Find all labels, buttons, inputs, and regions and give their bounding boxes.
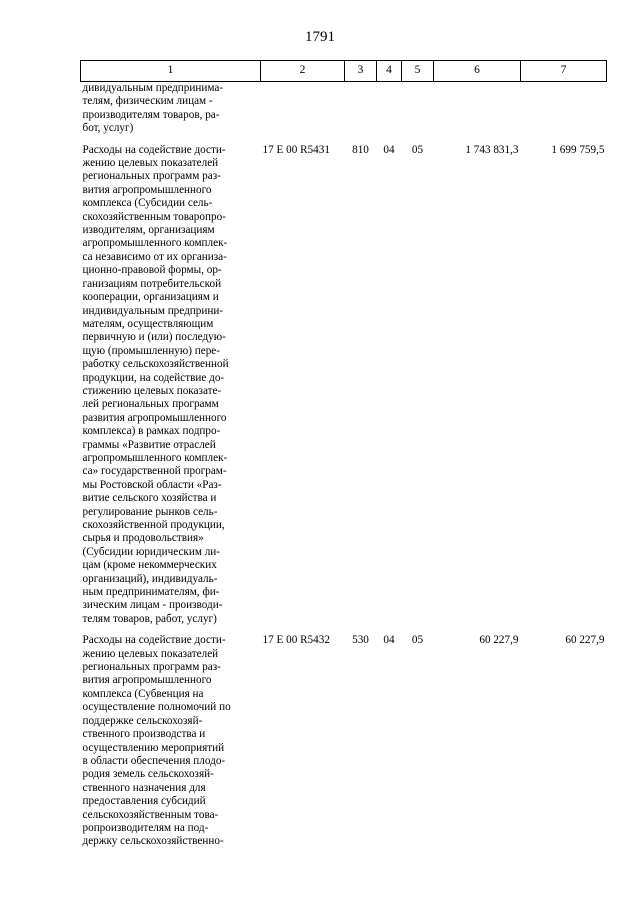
description-line: сырья и продовольствия» bbox=[82, 532, 204, 545]
amount-year-1-cell: 1 743 831,3 bbox=[465, 143, 519, 156]
row-description bbox=[81, 82, 261, 144]
description-line: дивидуальным предпринима- bbox=[82, 82, 224, 94]
description-line: бот, услуг) bbox=[82, 122, 134, 135]
table-row bbox=[81, 144, 607, 635]
section-cell: 04 bbox=[383, 143, 395, 156]
description-line: ственного назначения для bbox=[82, 781, 206, 794]
description-line: ным предпринимателям, фи- bbox=[82, 586, 220, 599]
description-line: комплекса (Субсидии сель- bbox=[82, 197, 213, 210]
description-line: ганизациям потребительской bbox=[82, 277, 222, 290]
description-line: ственного производства и bbox=[82, 728, 206, 741]
description-line: первичную и (или) последую- bbox=[82, 331, 226, 344]
description-line: телям товаров, работ, услуг) bbox=[82, 612, 217, 625]
description-line: осуществлению мероприятий bbox=[82, 741, 225, 754]
description-line: граммы «Развитие отраслей bbox=[82, 438, 216, 451]
description-line: работку сельскохозяйственной bbox=[82, 358, 229, 371]
description-line: изводителям, организациям bbox=[82, 224, 215, 237]
description-line: Расходы на содействие дости- bbox=[82, 143, 226, 156]
description-line: жению целевых показателей bbox=[82, 157, 219, 170]
description-line: родия земель сельскохозяй- bbox=[82, 768, 214, 781]
description-line: продукции, на содействие до- bbox=[82, 371, 225, 384]
budget-code-cell: 17 Е 00 R5432 bbox=[262, 634, 330, 647]
amount-year-1-cell: 60 227,9 bbox=[479, 634, 519, 647]
subsection-cell: 05 bbox=[411, 634, 424, 647]
column-header: 7 bbox=[521, 61, 607, 82]
description-line: сельскохозяйственным това- bbox=[82, 808, 219, 821]
description-line: предоставления субсидий bbox=[82, 795, 206, 808]
column-header: 6 bbox=[434, 61, 521, 82]
description-line: организаций), индивидуаль- bbox=[82, 572, 218, 585]
description-line: мателям, осуществляющим bbox=[82, 317, 214, 330]
description-line: зическим лицам - производи- bbox=[82, 599, 223, 612]
description-line: витие сельского хозяйства и bbox=[82, 492, 217, 505]
subsection-cell bbox=[402, 82, 434, 144]
budget-code-cell: 17 Е 00 R5431 bbox=[262, 143, 330, 156]
section-cell bbox=[377, 82, 402, 144]
amount-year-2-cell: 60 227,9 bbox=[565, 634, 605, 647]
table-row bbox=[81, 82, 607, 144]
table-row bbox=[81, 634, 607, 857]
description-line: стижению целевых показате- bbox=[82, 384, 222, 397]
description-line: индивидуальным предприни- bbox=[82, 304, 224, 317]
description-line: скохозяйственным товаропро- bbox=[82, 210, 226, 223]
description-line: держку сельскохозяйственно- bbox=[82, 835, 224, 848]
description-line: осуществление полномочий по bbox=[82, 701, 231, 714]
amount-year-1-cell bbox=[434, 82, 521, 144]
description-line: жению целевых показателей bbox=[82, 647, 219, 660]
description-line: лей региональных программ bbox=[82, 398, 219, 411]
description-line: ропроизводителям на под- bbox=[82, 821, 209, 834]
budget-table bbox=[80, 60, 607, 857]
description-line: са независимо от их организа- bbox=[82, 250, 227, 263]
description-line: кооперации, организациям и bbox=[82, 291, 219, 304]
description-line: развития агропромышленного bbox=[82, 411, 227, 424]
description-line: региональных программ раз- bbox=[82, 661, 221, 674]
description-line: (Субсидии юридическим ли- bbox=[82, 545, 221, 558]
amount-year-2-cell: 1 699 759,5 bbox=[551, 143, 605, 156]
description-line: производителям товаров, ра- bbox=[82, 108, 220, 121]
expense-type-cell: 530 bbox=[352, 634, 369, 647]
description-line: вития агропромышленного bbox=[82, 674, 212, 687]
expense-type-cell: 810 bbox=[352, 143, 369, 156]
subsection-cell: 05 bbox=[411, 143, 424, 156]
description-line: агропромышленного комплек- bbox=[82, 451, 228, 464]
description-line: поддержке сельскохозяй- bbox=[82, 714, 203, 727]
description-line: регулирование рынков сель- bbox=[82, 505, 218, 518]
table-header-row bbox=[81, 61, 607, 82]
page-number: 1791 bbox=[305, 29, 335, 45]
description-line: телям, физическим лицам - bbox=[82, 95, 213, 108]
section-cell: 04 bbox=[383, 634, 395, 647]
amount-year-2-cell bbox=[521, 82, 607, 144]
table-body bbox=[81, 82, 607, 857]
column-header: 4 bbox=[377, 61, 402, 82]
column-header: 2 bbox=[261, 61, 345, 82]
description-line: щую (промышленную) пере- bbox=[82, 344, 220, 357]
description-line: региональных программ раз- bbox=[82, 170, 221, 183]
description-line: вития агропромышленного bbox=[82, 183, 212, 196]
description-line: агропромышленного комплек- bbox=[82, 237, 228, 250]
description-line: цам (кроме некоммерческих bbox=[82, 559, 217, 572]
column-header: 1 bbox=[81, 61, 261, 82]
description-line: скохозяйственной продукции, bbox=[82, 519, 225, 531]
budget-code-cell bbox=[261, 82, 345, 144]
description-line: ционно-правовой формы, ор- bbox=[82, 264, 222, 277]
description-line: в области обеспечения плодо- bbox=[82, 754, 226, 767]
expense-type-cell bbox=[345, 82, 377, 144]
description-line: комплекса (Субвенция на bbox=[82, 687, 204, 700]
row-description bbox=[81, 144, 261, 635]
description-line: мы Ростовской области «Раз- bbox=[82, 478, 222, 491]
column-header: 3 bbox=[345, 61, 377, 82]
description-line: Расходы на содействие дости- bbox=[82, 634, 226, 647]
description-line: са» государственной програм- bbox=[82, 465, 227, 478]
row-description bbox=[81, 634, 261, 857]
column-header: 5 bbox=[402, 61, 434, 82]
description-line: комплекса) в рамках подпро- bbox=[82, 425, 221, 438]
